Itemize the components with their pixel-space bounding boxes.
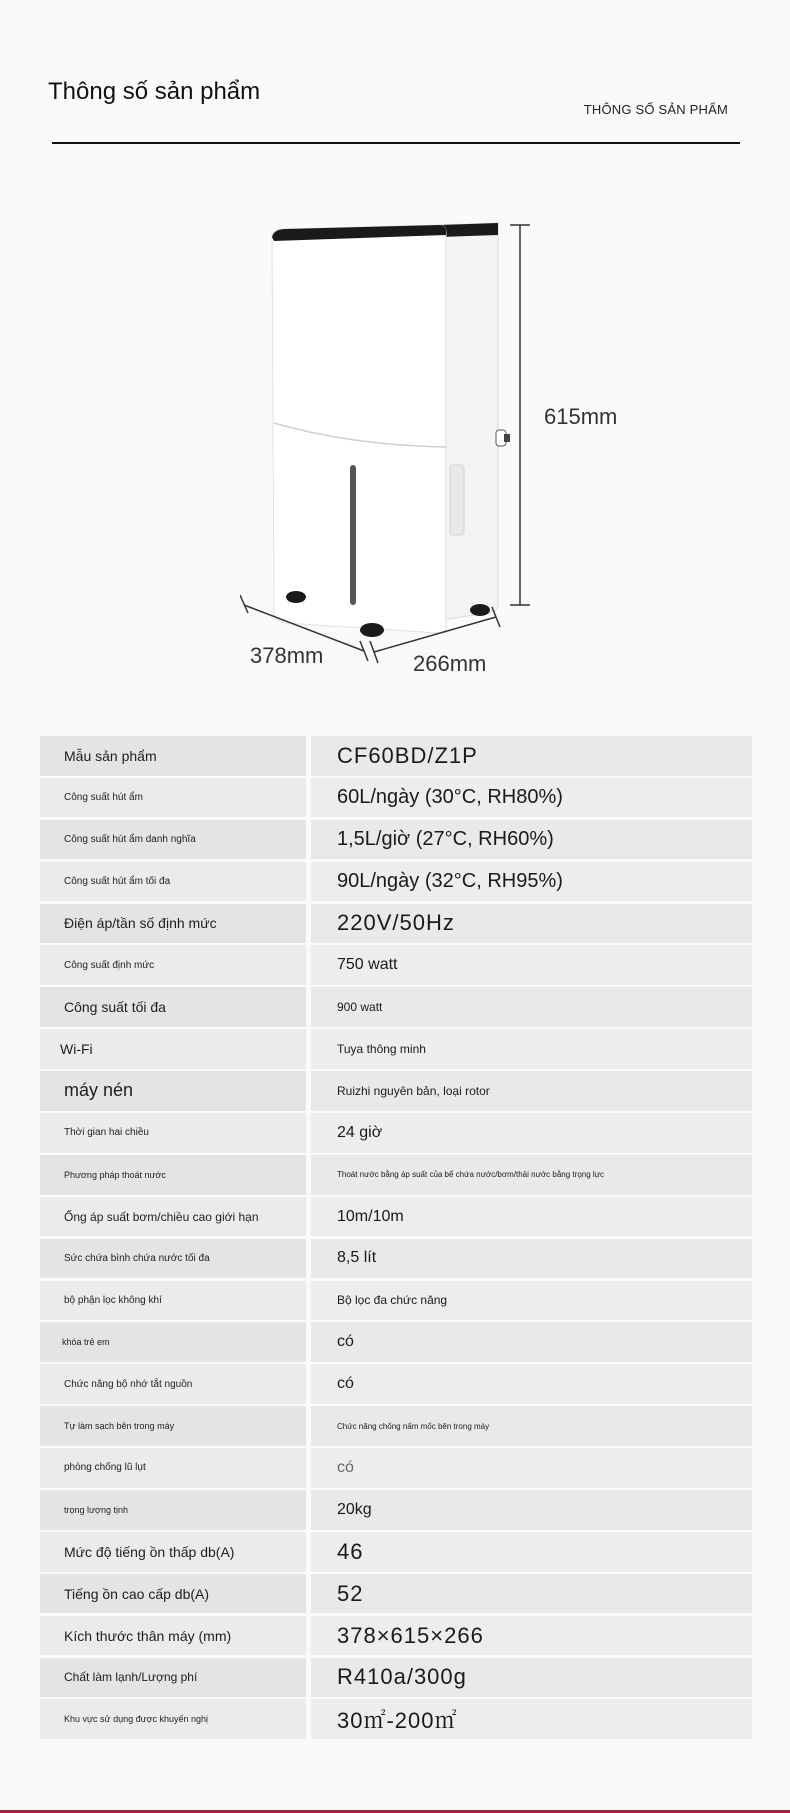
spec-row-dimensions — [40, 1616, 752, 1656]
spec-value: 900 watt — [311, 987, 752, 1027]
spec-row-wifi — [40, 1029, 752, 1069]
spec-label: máy nén — [40, 1071, 306, 1111]
spec-row-rated-power — [40, 945, 752, 985]
spec-row-noise-low — [40, 1532, 752, 1572]
page-title: Thông số sản phẩm — [48, 78, 261, 105]
spec-row-memory — [40, 1364, 752, 1404]
spec-value: có — [311, 1448, 752, 1488]
dehumidifier-illustration — [240, 215, 640, 685]
spec-label: Mức độ tiếng ồn thấp db(A) — [40, 1532, 306, 1572]
spec-value: 20kg — [311, 1490, 752, 1530]
width-label: 378mm — [250, 643, 324, 668]
spec-value: 90L/ngày (32°C, RH95%) — [311, 862, 752, 902]
spec-row-compressor — [40, 1071, 752, 1111]
spec-value: 220V/50Hz — [311, 904, 752, 944]
spec-value: 52 — [311, 1574, 752, 1614]
spec-value: Tuya thông minh — [311, 1029, 752, 1069]
spec-value: R410a/300g — [311, 1658, 752, 1698]
spec-label: Mẫu sản phẩm — [40, 736, 306, 776]
spec-row-model — [40, 736, 752, 776]
spec-row-max-power — [40, 987, 752, 1027]
spec-row-child-lock — [40, 1322, 752, 1362]
spec-row-dehumidify — [40, 778, 752, 818]
spec-value: 750 watt — [311, 945, 752, 985]
spec-value: có — [311, 1364, 752, 1404]
spec-value: có — [311, 1322, 752, 1362]
spec-row-noise-high — [40, 1574, 752, 1614]
spec-label: Chức năng bộ nhớ tắt nguồn — [40, 1364, 306, 1404]
spec-row-drainage — [40, 1155, 752, 1195]
spec-row-timer — [40, 1113, 752, 1153]
spec-table — [40, 736, 752, 1741]
spec-row-self-clean — [40, 1406, 752, 1446]
spec-label: phòng chống lũ lụt — [40, 1448, 306, 1488]
spec-value: Thoát nước bằng áp suất của bể chứa nước/bơm/thải nước bằng trọng lực — [311, 1155, 752, 1195]
spec-value: 30㎡-200㎡ — [311, 1699, 752, 1739]
spec-label: Tự làm sạch bên trong máy — [40, 1406, 306, 1446]
spec-value: 60L/ngày (30°C, RH80%) — [311, 778, 752, 818]
spec-label: Điện áp/tần số định mức — [40, 904, 306, 944]
spec-label: Sức chứa bình chứa nước tối đa — [40, 1239, 306, 1279]
spec-label: Công suất tối đa — [40, 987, 306, 1027]
spec-value: 24 giờ — [311, 1113, 752, 1153]
spec-label: Công suất hút ẩm danh nghĩa — [40, 820, 306, 860]
spec-row-max-dehumidify — [40, 862, 752, 902]
spec-label: Thời gian hai chiều — [40, 1113, 306, 1153]
spec-row-pump-height — [40, 1197, 752, 1237]
spec-value: Bộ lọc đa chức năng — [311, 1281, 752, 1321]
spec-label: trọng lượng tịnh — [40, 1490, 306, 1530]
spec-label: Wi-Fi — [40, 1029, 306, 1069]
spec-row-tank — [40, 1239, 752, 1279]
spec-label: Công suất hút ẩm — [40, 778, 306, 818]
spec-row-rated-dehumidify — [40, 820, 752, 860]
spec-row-area — [40, 1699, 752, 1739]
spec-value: CF60BD/Z1P — [311, 736, 752, 776]
spec-value: 378×615×266 — [311, 1616, 752, 1656]
depth-label: 266mm — [413, 651, 487, 676]
spec-row-refrigerant — [40, 1658, 752, 1698]
spec-label: khóa trẻ em — [40, 1322, 306, 1362]
spec-label: bộ phận lọc không khí — [40, 1281, 306, 1321]
spec-label: Kích thước thân máy (mm) — [40, 1616, 306, 1656]
spec-value: Chức năng chống nấm mốc bên trong máy — [311, 1406, 752, 1446]
section-tag: THÔNG SỐ SẢN PHẨM — [583, 102, 728, 117]
spec-label: Phương pháp thoát nước — [40, 1155, 306, 1195]
spec-label: Công suất định mức — [40, 945, 306, 985]
spec-value: 1,5L/giờ (27°C, RH60%) — [311, 820, 752, 860]
spec-label: Chất làm lạnh/Lượng phí — [40, 1658, 306, 1698]
spec-value: 10m/10m — [311, 1197, 752, 1237]
spec-row-voltage — [40, 904, 752, 944]
header-divider — [52, 142, 740, 144]
spec-value: 46 — [311, 1532, 752, 1572]
height-label: 615mm — [544, 404, 618, 429]
spec-row-flood — [40, 1448, 752, 1488]
spec-label: Khu vực sử dụng được khuyến nghị — [40, 1699, 306, 1739]
spec-value: 8,5 lít — [311, 1239, 752, 1279]
spec-value: Ruizhi nguyên bản, loại rotor — [311, 1071, 752, 1111]
spec-row-weight — [40, 1490, 752, 1530]
spec-label: Ống áp suất bơm/chiều cao giới hạn — [40, 1197, 306, 1237]
spec-label: Công suất hút ẩm tối đa — [40, 862, 306, 902]
spec-row-filter — [40, 1281, 752, 1321]
spec-label: Tiếng ồn cao cấp db(A) — [40, 1574, 306, 1614]
